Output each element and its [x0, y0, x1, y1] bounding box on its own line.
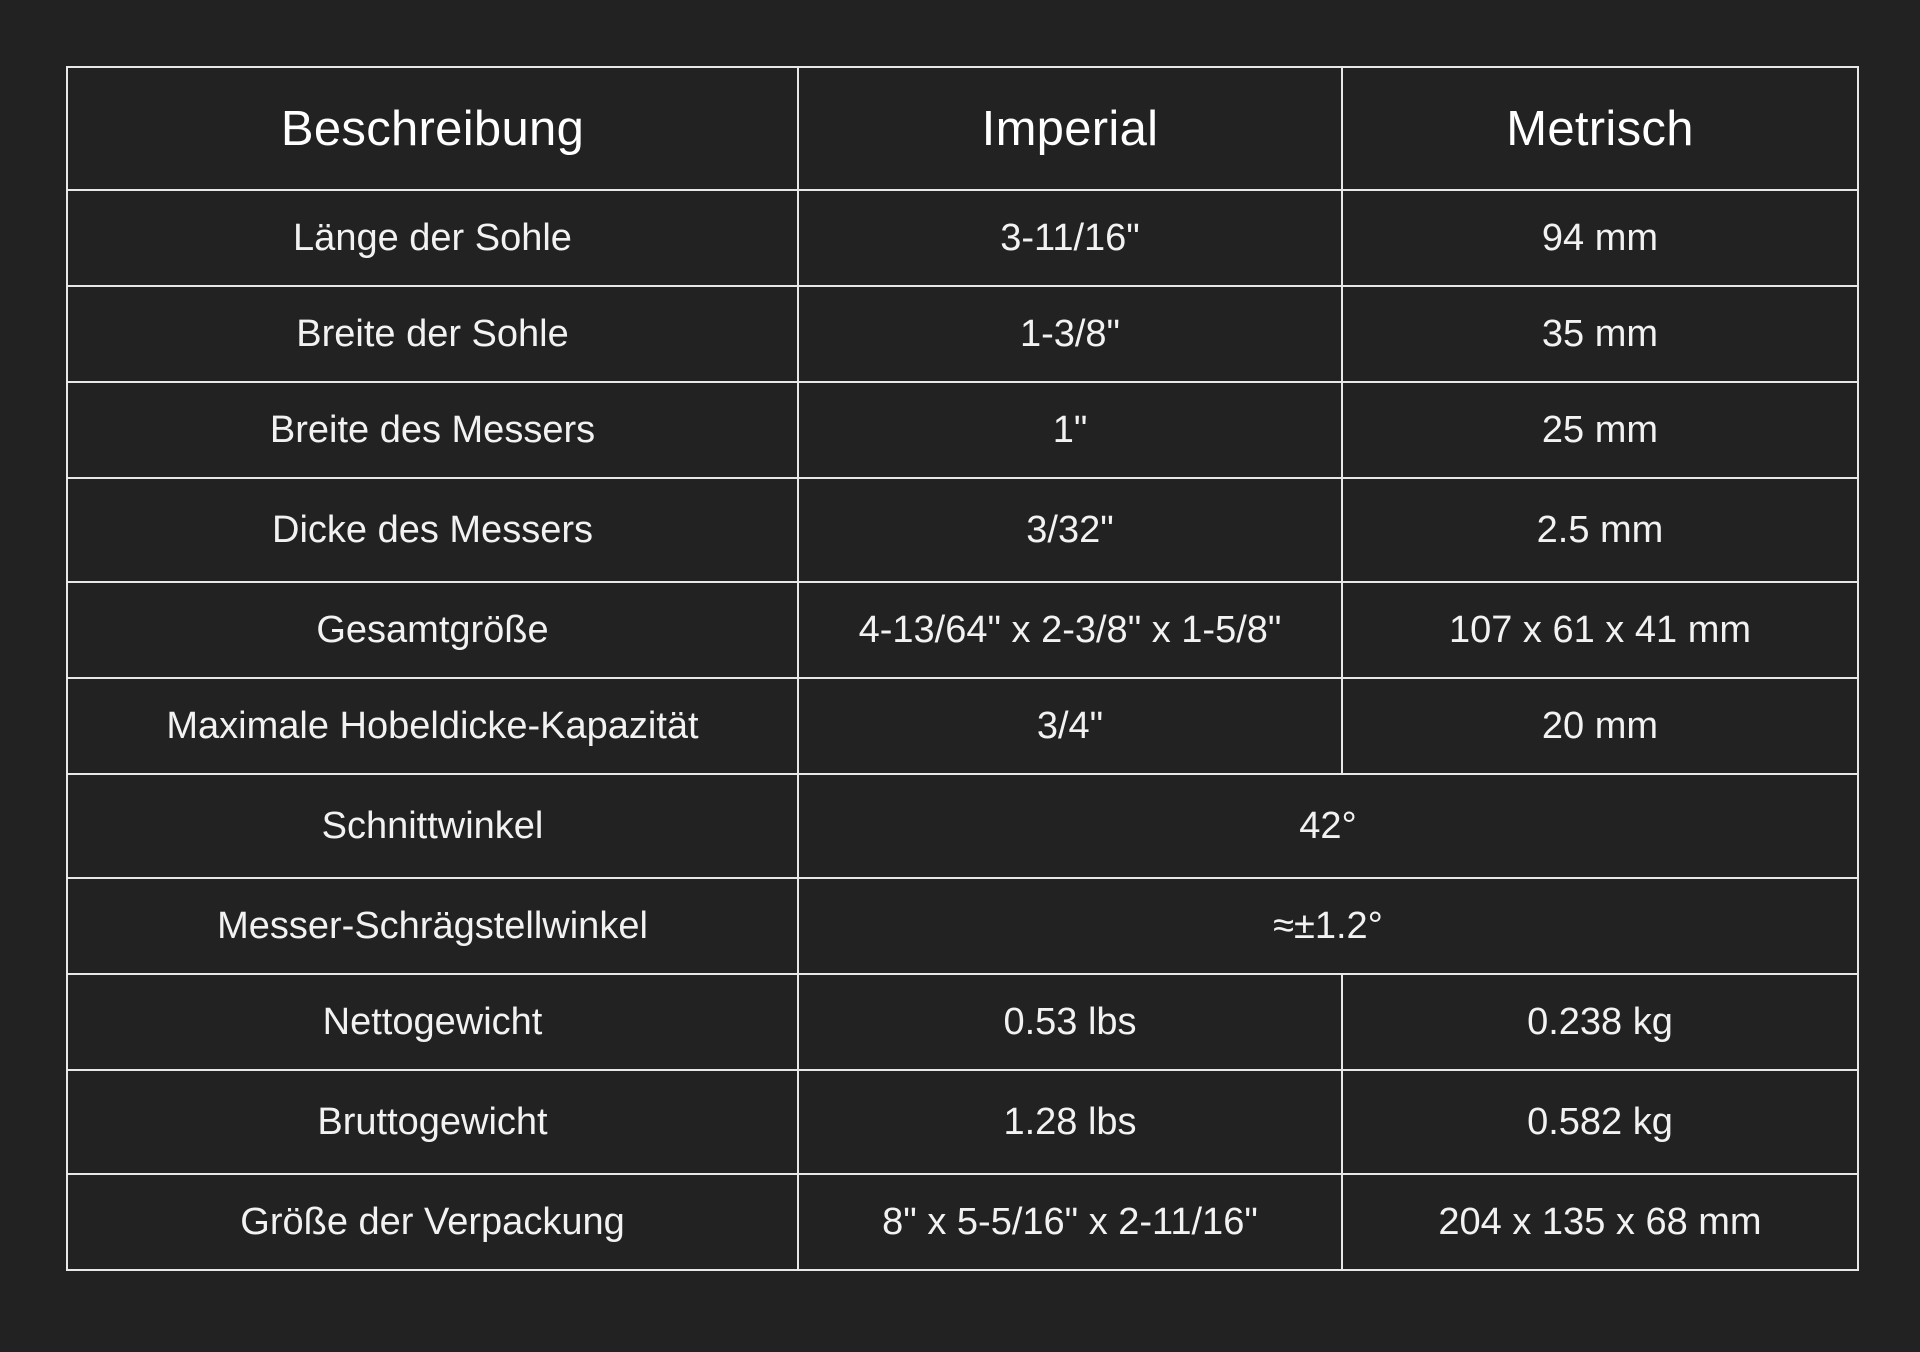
table-row [67, 774, 1858, 878]
row-label: Gesamtgröße [67, 582, 798, 678]
row-label: Länge der Sohle [67, 190, 798, 286]
metric-value: 94 mm [1342, 190, 1858, 286]
specification-table [66, 66, 1859, 1271]
table-row [67, 1174, 1858, 1270]
row-label: Breite der Sohle [67, 286, 798, 382]
header-metric: Metrisch [1342, 67, 1858, 190]
row-label: Bruttogewicht [67, 1070, 798, 1174]
imperial-value: 1.28 lbs [798, 1070, 1342, 1174]
table-row [67, 1070, 1858, 1174]
imperial-value: 0.53 lbs [798, 974, 1342, 1070]
table-row [67, 582, 1858, 678]
imperial-value: 4-13/64" x 2-3/8" x 1-5/8" [798, 582, 1342, 678]
row-label: Größe der Verpackung [67, 1174, 798, 1270]
header-description: Beschreibung [67, 67, 798, 190]
imperial-value: 1-3/8" [798, 286, 1342, 382]
table-row [67, 878, 1858, 974]
row-label: Nettogewicht [67, 974, 798, 1070]
row-label: Messer-Schrägstellwinkel [67, 878, 798, 974]
metric-value: 20 mm [1342, 678, 1858, 774]
table-row [67, 286, 1858, 382]
table-row [67, 190, 1858, 286]
header-imperial: Imperial [798, 67, 1342, 190]
metric-value: 35 mm [1342, 286, 1858, 382]
metric-value: 107 x 61 x 41 mm [1342, 582, 1858, 678]
combined-value: ≈±1.2° [798, 878, 1858, 974]
row-label: Maximale Hobeldicke-Kapazität [67, 678, 798, 774]
metric-value: 204 x 135 x 68 mm [1342, 1174, 1858, 1270]
table-row [67, 974, 1858, 1070]
metric-value: 0.238 kg [1342, 974, 1858, 1070]
table-row [67, 678, 1858, 774]
table-row [67, 382, 1858, 478]
combined-value: 42° [798, 774, 1858, 878]
imperial-value: 1" [798, 382, 1342, 478]
imperial-value: 3/4" [798, 678, 1342, 774]
imperial-value: 3-11/16" [798, 190, 1342, 286]
table-row [67, 478, 1858, 582]
row-label: Breite des Messers [67, 382, 798, 478]
imperial-value: 3/32" [798, 478, 1342, 582]
imperial-value: 8" x 5-5/16" x 2-11/16" [798, 1174, 1342, 1270]
metric-value: 0.582 kg [1342, 1070, 1858, 1174]
metric-value: 25 mm [1342, 382, 1858, 478]
row-label: Schnittwinkel [67, 774, 798, 878]
row-label: Dicke des Messers [67, 478, 798, 582]
table-header-row [67, 67, 1858, 190]
metric-value: 2.5 mm [1342, 478, 1858, 582]
